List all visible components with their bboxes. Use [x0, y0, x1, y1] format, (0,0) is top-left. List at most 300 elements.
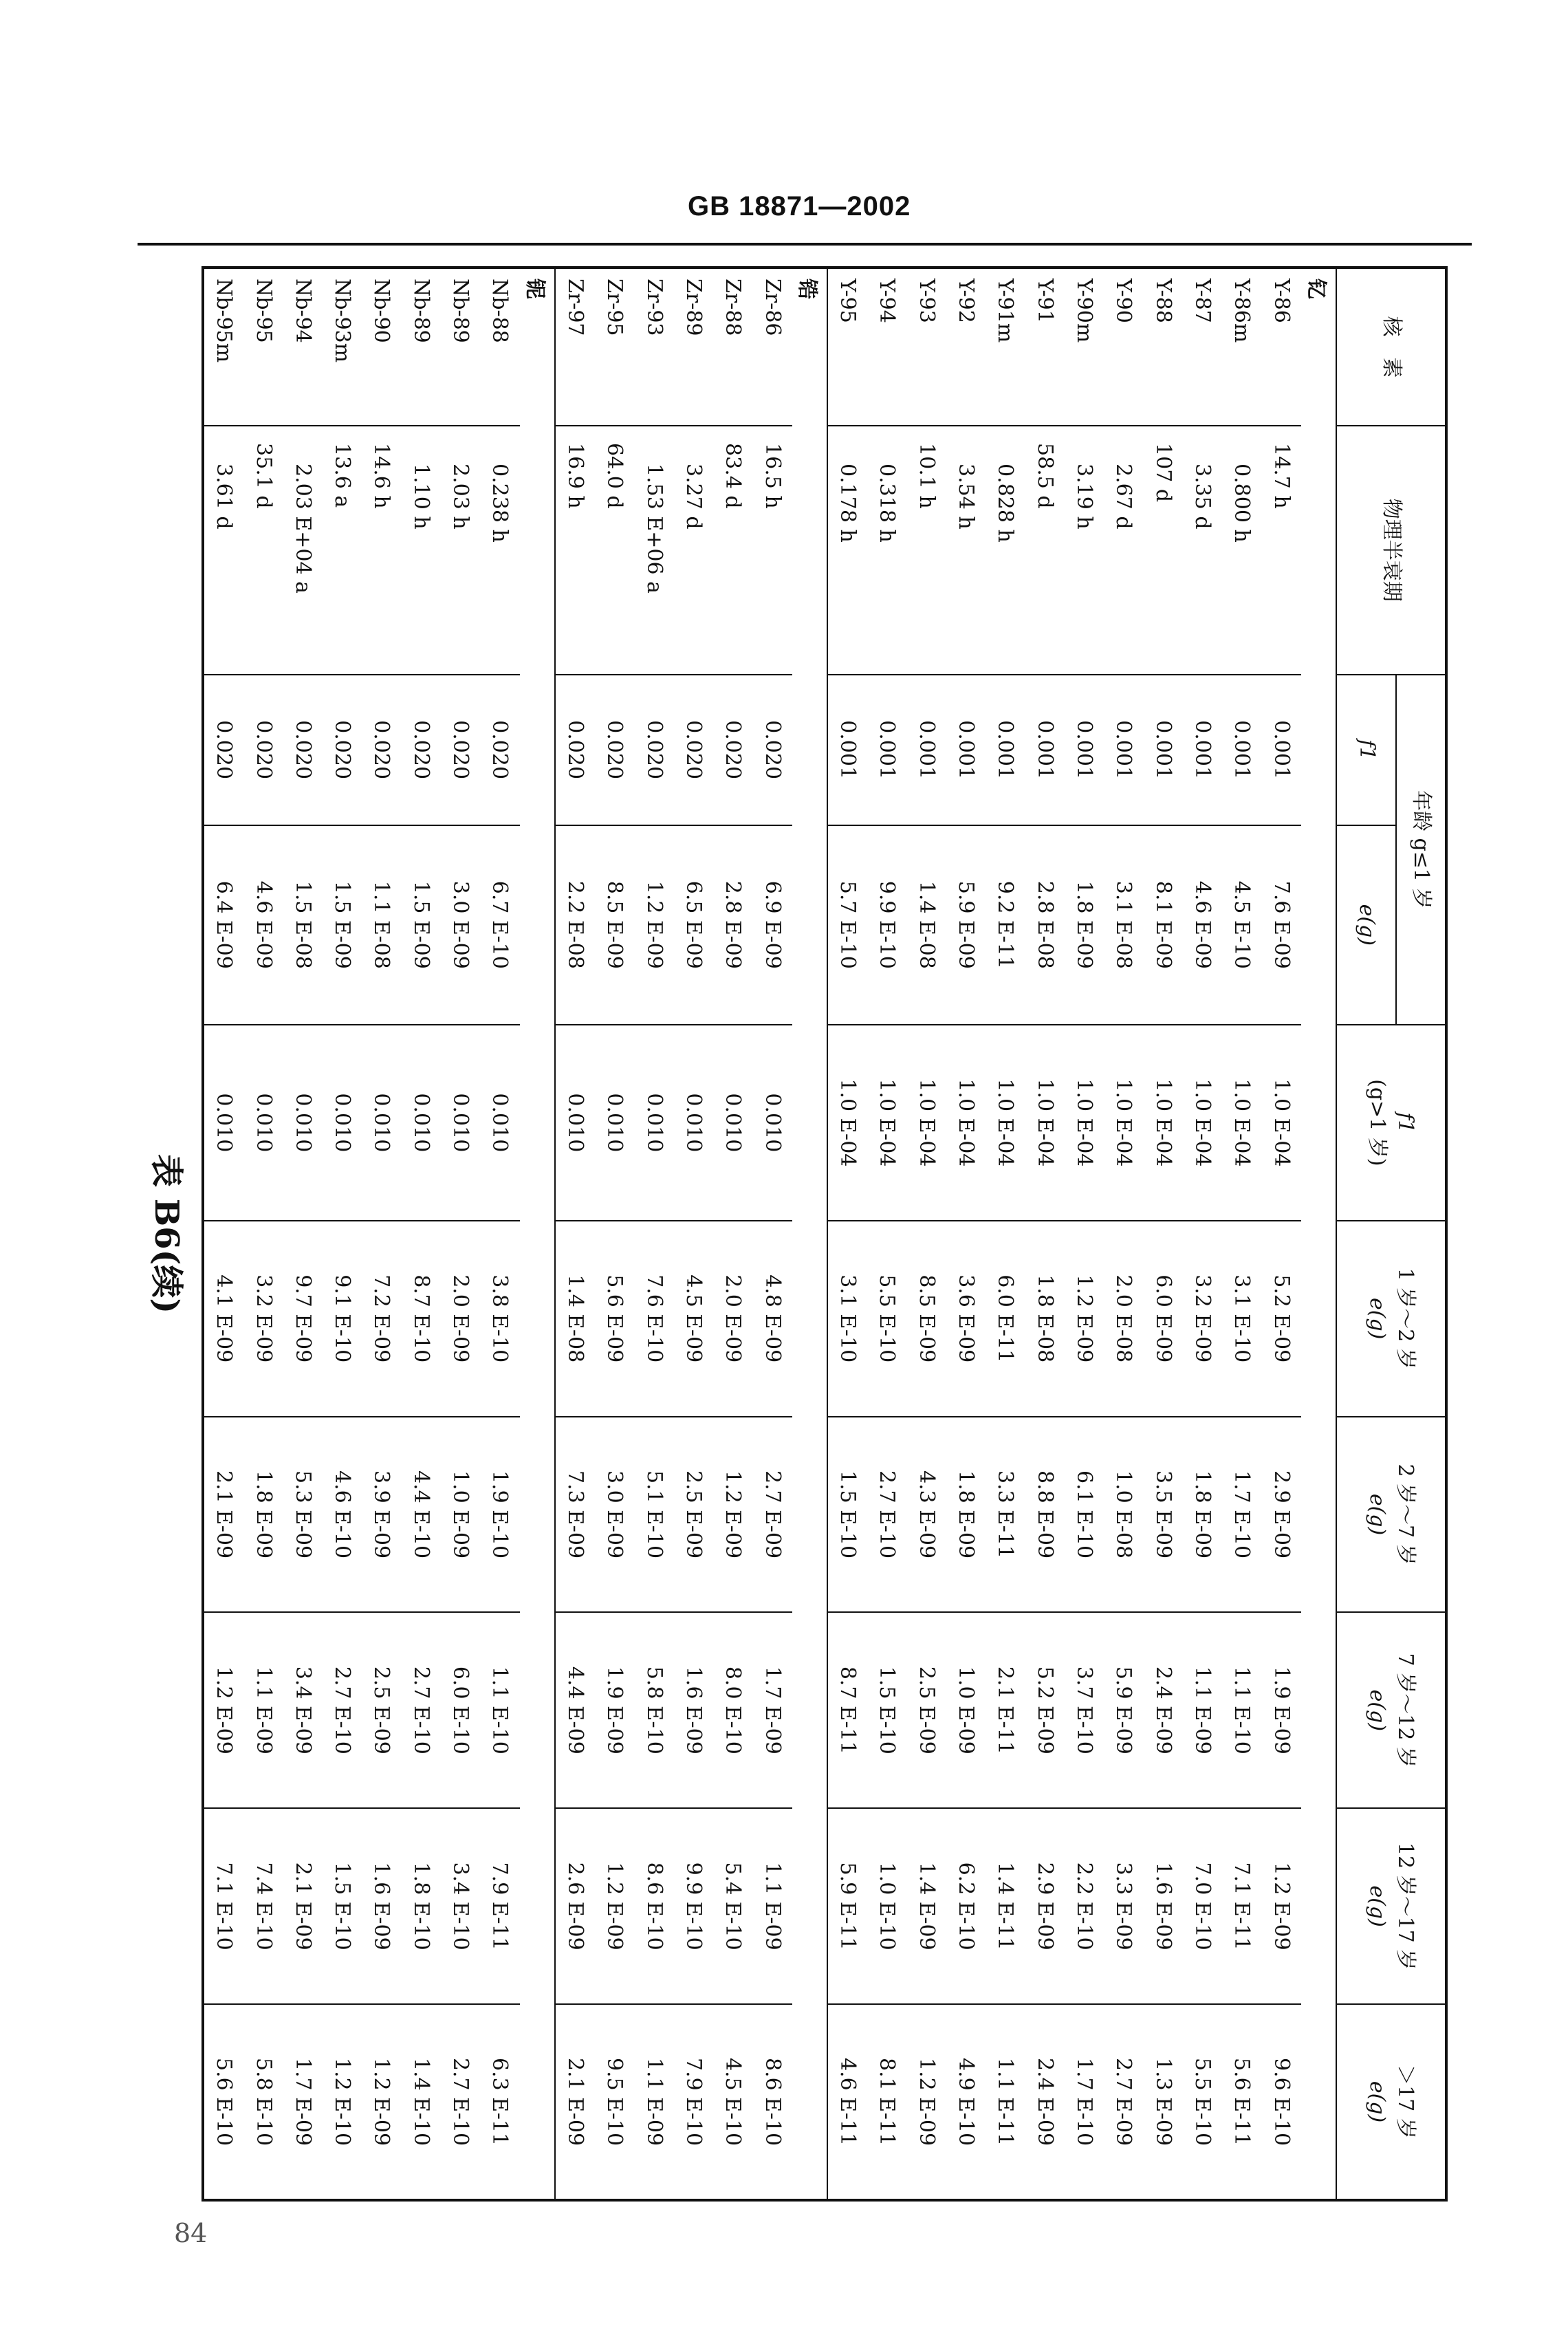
header-nuclide: 核 素 — [1336, 268, 1446, 426]
cell-e-7-12: 2.7 E-10 — [323, 1612, 362, 1808]
cell-e-12-17: 7.1 E-11 — [1222, 1808, 1261, 2004]
cell-e-2-7: 2.7 E-09 — [752, 1417, 792, 1613]
cell-f1-infant: 0.020 — [362, 675, 401, 825]
cell-half-life: 2.03 E+04 a — [283, 426, 323, 675]
cell-f1-infant: 0.020 — [634, 675, 673, 825]
cell-e-12-17: 3.3 E-09 — [1104, 1808, 1143, 2004]
table-row — [634, 268, 673, 2200]
cell-e-2-7: 1.7 E-10 — [1222, 1417, 1261, 1613]
cell-e-12-17: 1.6 E-09 — [362, 1808, 401, 2004]
header-age-2-7-label: 2 岁～7 岁 — [1393, 1464, 1417, 1565]
cell-f1-infant: 0.020 — [752, 675, 792, 825]
cell-f1: 0.010 — [203, 1025, 243, 1221]
cell-e-infant: 8.1 E-09 — [1143, 825, 1182, 1025]
header-f1-over-1 — [1336, 1025, 1446, 1221]
cell-f1: 1.0 E-04 — [827, 1025, 867, 1221]
cell-half-life: 10.1 h — [907, 426, 946, 675]
cell-e-2-7: 1.0 E-08 — [1104, 1417, 1143, 1613]
table-row — [1261, 268, 1300, 2200]
cell-f1-infant: 0.020 — [480, 675, 519, 825]
cell-e-2-7: 3.3 E-11 — [986, 1417, 1025, 1613]
cell-e-adult: 5.5 E-10 — [1183, 2004, 1222, 2200]
cell-f1-infant: 0.001 — [986, 675, 1025, 825]
table-row — [1104, 268, 1143, 2200]
cell-nuclide: Nb-95m — [212, 279, 237, 363]
cell-e-1-2: 8.7 E-10 — [402, 1221, 441, 1417]
cell-e-12-17: 1.1 E-09 — [752, 1808, 792, 2004]
cell-e-12-17: 7.1 E-10 — [203, 1808, 243, 2004]
cell-f1-infant: 0.020 — [283, 675, 323, 825]
cell-half-life: 83.4 d — [713, 426, 752, 675]
cell-e-7-12: 1.7 E-09 — [752, 1612, 792, 1808]
cell-e-adult: 1.1 E-09 — [634, 2004, 673, 2200]
element-group-label: 锆 — [792, 268, 827, 2200]
cell-e-infant: 1.8 E-09 — [1065, 825, 1104, 1025]
cell-e-2-7: 2.1 E-09 — [203, 1417, 243, 1613]
cell-e-12-17: 1.2 E-09 — [1261, 1808, 1300, 2004]
cell-e-7-12: 1.0 E-09 — [946, 1612, 986, 1808]
cell-e-7-12: 1.9 E-09 — [1261, 1612, 1300, 1808]
cell-e-2-7: 1.2 E-09 — [713, 1417, 752, 1613]
cell-e-2-7: 4.6 E-10 — [323, 1417, 362, 1613]
cell-f1-infant: 0.020 — [402, 675, 441, 825]
cell-nuclide: Y-87 — [1190, 279, 1215, 323]
element-group-row — [1301, 268, 1336, 2200]
cell-nuclide: Y-93 — [914, 279, 939, 323]
cell-f1: 0.010 — [713, 1025, 752, 1221]
header-age-1-2 — [1336, 1221, 1446, 1417]
cell-e-12-17: 5.4 E-10 — [713, 1808, 752, 2004]
cell-half-life: 13.6 a — [323, 426, 362, 675]
cell-e-adult: 8.6 E-10 — [752, 2004, 792, 2200]
cell-half-life: 0.178 h — [827, 426, 867, 675]
cell-nuclide: Y-88 — [1151, 279, 1175, 323]
cell-e-1-2: 9.1 E-10 — [323, 1221, 362, 1417]
cell-f1-infant: 0.001 — [1025, 675, 1065, 825]
cell-e-12-17: 2.6 E-09 — [555, 1808, 595, 2004]
cell-e-12-17: 3.4 E-10 — [441, 1808, 480, 2004]
cell-e-infant: 2.8 E-08 — [1025, 825, 1065, 1025]
cell-half-life: 1.10 h — [402, 426, 441, 675]
cell-half-life: 3.35 d — [1183, 426, 1222, 675]
cell-half-life: 0.238 h — [480, 426, 519, 675]
cell-e-2-7: 3.9 E-09 — [362, 1417, 401, 1613]
cell-nuclide: Y-95 — [836, 279, 860, 323]
cell-half-life: 14.6 h — [362, 426, 401, 675]
cell-e-7-12: 2.4 E-09 — [1143, 1612, 1182, 1808]
cell-e-2-7: 2.9 E-09 — [1261, 1417, 1300, 1613]
table-row — [595, 268, 634, 2200]
cell-e-adult: 9.5 E-10 — [595, 2004, 634, 2200]
cell-e-2-7: 8.8 E-09 — [1025, 1417, 1065, 1613]
table-row — [1143, 268, 1182, 2200]
cell-f1: 0.010 — [283, 1025, 323, 1221]
cell-f1: 1.0 E-04 — [946, 1025, 986, 1221]
cell-half-life: 2.67 d — [1104, 426, 1143, 675]
header-infant-e: e(g) — [1336, 825, 1396, 1025]
cell-e-infant: 4.6 E-09 — [1183, 825, 1222, 1025]
element-group-row — [792, 268, 827, 2200]
cell-e-7-12: 3.7 E-10 — [1065, 1612, 1104, 1808]
cell-f1: 0.010 — [634, 1025, 673, 1221]
cell-nuclide: Nb-89 — [448, 279, 473, 343]
cell-nuclide: Zr-93 — [642, 279, 666, 336]
table-row — [713, 268, 752, 2200]
cell-half-life: 3.61 d — [203, 426, 243, 675]
cell-f1: 0.010 — [752, 1025, 792, 1221]
cell-e-2-7: 7.3 E-09 — [555, 1417, 595, 1613]
cell-half-life: 1.53 E+06 a — [634, 426, 673, 675]
header-age-12-17 — [1336, 1808, 1446, 2004]
cell-f1: 0.010 — [674, 1025, 713, 1221]
cell-f1: 0.010 — [480, 1025, 519, 1221]
cell-e-12-17: 1.5 E-10 — [323, 1808, 362, 2004]
header-infant-f1: f1 — [1336, 675, 1396, 825]
cell-e-1-2: 8.5 E-09 — [907, 1221, 946, 1417]
dose-coefficient-table — [202, 266, 1448, 2202]
header-age-over-17-label: ＞17 岁 — [1393, 2065, 1417, 2139]
cell-e-infant: 2.8 E-09 — [713, 825, 752, 1025]
cell-e-adult: 4.6 E-11 — [827, 2004, 867, 2200]
cell-e-infant: 6.9 E-09 — [752, 825, 792, 1025]
table-row — [402, 268, 441, 2200]
cell-e-2-7: 1.0 E-09 — [441, 1417, 480, 1613]
cell-e-infant: 6.4 E-09 — [203, 825, 243, 1025]
header-age-1-2-label: 1 岁～2 岁 — [1393, 1268, 1417, 1369]
cell-nuclide: Y-91 — [1032, 279, 1057, 323]
cell-e-infant: 7.6 E-09 — [1261, 825, 1300, 1025]
cell-f1-infant: 0.001 — [1261, 675, 1300, 825]
cell-e-7-12: 8.7 E-11 — [827, 1612, 867, 1808]
table-row — [867, 268, 906, 2200]
cell-e-adult: 4.9 E-10 — [946, 2004, 986, 2200]
table-row — [441, 268, 480, 2200]
cell-e-1-2: 3.1 E-10 — [1222, 1221, 1261, 1417]
cell-half-life: 3.27 d — [674, 426, 713, 675]
cell-e-infant: 1.1 E-08 — [362, 825, 401, 1025]
cell-e-infant: 1.5 E-09 — [402, 825, 441, 1025]
cell-half-life: 0.318 h — [867, 426, 906, 675]
table-row — [907, 268, 946, 2200]
cell-e-1-2: 1.2 E-09 — [1065, 1221, 1104, 1417]
cell-e-infant: 1.2 E-09 — [634, 825, 673, 1025]
cell-f1: 1.0 E-04 — [867, 1025, 906, 1221]
standard-code-header: GB 18871—2002 — [688, 191, 911, 221]
cell-e-infant: 4.6 E-09 — [243, 825, 283, 1025]
cell-f1: 1.0 E-04 — [1104, 1025, 1143, 1221]
cell-e-12-17: 8.6 E-10 — [634, 1808, 673, 2004]
cell-nuclide: Nb-90 — [369, 279, 394, 343]
cell-e-adult: 5.6 E-10 — [203, 2004, 243, 2200]
cell-e-1-2: 2.0 E-08 — [1104, 1221, 1143, 1417]
table-row — [1025, 268, 1065, 2200]
rotated-table-container — [147, 266, 1448, 2202]
cell-f1-infant: 0.020 — [555, 675, 595, 825]
cell-nuclide: Nb-95 — [251, 279, 276, 343]
cell-e-1-2: 2.0 E-09 — [441, 1221, 480, 1417]
cell-f1-infant: 0.020 — [441, 675, 480, 825]
cell-e-12-17: 5.9 E-11 — [827, 1808, 867, 2004]
header-age-7-12 — [1336, 1612, 1446, 1808]
cell-f1-infant: 0.001 — [827, 675, 867, 825]
cell-e-adult: 1.7 E-10 — [1065, 2004, 1104, 2200]
cell-e-1-2: 5.5 E-10 — [867, 1221, 906, 1417]
cell-f1-infant: 0.020 — [674, 675, 713, 825]
header-age-12-17-label: 12 岁～17 岁 — [1393, 1842, 1417, 1970]
cell-e-infant: 5.7 E-10 — [827, 825, 867, 1025]
cell-e-adult: 5.6 E-11 — [1222, 2004, 1261, 2200]
cell-nuclide: Y-86m — [1230, 279, 1254, 343]
cell-e-infant: 6.5 E-09 — [674, 825, 713, 1025]
cell-f1-infant: 0.020 — [203, 675, 243, 825]
cell-nuclide: Y-86 — [1269, 279, 1294, 323]
page-number: 84 — [174, 2218, 208, 2248]
cell-e-infant: 3.1 E-08 — [1104, 825, 1143, 1025]
cell-half-life: 35.1 d — [243, 426, 283, 675]
cell-e-infant: 5.9 E-09 — [946, 825, 986, 1025]
table-caption: 表 B6(续) — [147, 1153, 186, 1314]
cell-f1: 1.0 E-04 — [1143, 1025, 1182, 1221]
cell-e-adult: 1.1 E-11 — [986, 2004, 1025, 2200]
cell-f1-infant: 0.020 — [323, 675, 362, 825]
header-age-1-2-e: e(g) — [1365, 1298, 1390, 1340]
cell-e-adult: 8.1 E-11 — [867, 2004, 906, 2200]
cell-f1: 1.0 E-04 — [1183, 1025, 1222, 1221]
cell-e-infant: 1.5 E-08 — [283, 825, 323, 1025]
cell-f1: 1.0 E-04 — [1222, 1025, 1261, 1221]
cell-e-adult: 5.8 E-10 — [243, 2004, 283, 2200]
cell-e-2-7: 3.0 E-09 — [595, 1417, 634, 1613]
cell-f1-infant: 0.001 — [867, 675, 906, 825]
cell-e-adult: 2.7 E-09 — [1104, 2004, 1143, 2200]
cell-e-1-2: 4.1 E-09 — [203, 1221, 243, 1417]
header-age-over-17-e: e(g) — [1365, 2080, 1390, 2123]
cell-e-infant: 9.9 E-10 — [867, 825, 906, 1025]
cell-e-7-12: 3.4 E-09 — [283, 1612, 323, 1808]
cell-e-7-12: 1.1 E-10 — [480, 1612, 519, 1808]
cell-nuclide: Y-90 — [1111, 279, 1136, 323]
cell-f1-infant: 0.001 — [907, 675, 946, 825]
cell-f1: 1.0 E-04 — [1025, 1025, 1065, 1221]
cell-e-7-12: 2.5 E-09 — [907, 1612, 946, 1808]
table-row — [283, 268, 323, 2200]
cell-half-life: 58.5 d — [1025, 426, 1065, 675]
cell-e-7-12: 8.0 E-10 — [713, 1612, 752, 1808]
cell-e-7-12: 2.5 E-09 — [362, 1612, 401, 1808]
cell-e-2-7: 6.1 E-10 — [1065, 1417, 1104, 1613]
cell-e-adult: 2.1 E-09 — [555, 2004, 595, 2200]
cell-e-adult: 4.5 E-10 — [713, 2004, 752, 2200]
cell-e-2-7: 1.8 E-09 — [946, 1417, 986, 1613]
cell-f1-infant: 0.001 — [1183, 675, 1222, 825]
cell-e-adult: 2.4 E-09 — [1025, 2004, 1065, 2200]
cell-f1: 1.0 E-04 — [1261, 1025, 1300, 1221]
cell-e-adult: 1.7 E-09 — [283, 2004, 323, 2200]
cell-e-7-12: 4.4 E-09 — [555, 1612, 595, 1808]
table-row — [243, 268, 283, 2200]
cell-half-life: 0.828 h — [986, 426, 1025, 675]
cell-e-12-17: 7.0 E-10 — [1183, 1808, 1222, 2004]
cell-e-1-2: 7.6 E-10 — [634, 1221, 673, 1417]
table-row — [480, 268, 519, 2200]
cell-nuclide: Y-94 — [875, 279, 900, 323]
cell-e-1-2: 1.8 E-08 — [1025, 1221, 1065, 1417]
cell-e-2-7: 4.3 E-09 — [907, 1417, 946, 1613]
cell-nuclide: Nb-89 — [409, 279, 433, 343]
cell-e-2-7: 2.5 E-09 — [674, 1417, 713, 1613]
cell-e-12-17: 2.2 E-10 — [1065, 1808, 1104, 2004]
table-row — [203, 268, 243, 2200]
cell-e-12-17: 1.8 E-10 — [402, 1808, 441, 2004]
cell-e-2-7: 4.4 E-10 — [402, 1417, 441, 1613]
cell-e-1-2: 7.2 E-09 — [362, 1221, 401, 1417]
cell-nuclide: Zr-95 — [602, 279, 627, 336]
cell-e-7-12: 6.0 E-10 — [441, 1612, 480, 1808]
cell-f1-infant: 0.001 — [1143, 675, 1182, 825]
cell-e-12-17: 6.2 E-10 — [946, 1808, 986, 2004]
cell-nuclide: Y-91m — [993, 279, 1018, 343]
table-row — [1222, 268, 1261, 2200]
cell-e-1-2: 4.5 E-09 — [674, 1221, 713, 1417]
table-row — [674, 268, 713, 2200]
cell-f1: 1.0 E-04 — [986, 1025, 1025, 1221]
cell-f1-infant: 0.001 — [1104, 675, 1143, 825]
cell-f1-infant: 0.020 — [595, 675, 634, 825]
cell-half-life: 14.7 h — [1261, 426, 1300, 675]
cell-e-12-17: 1.0 E-10 — [867, 1808, 906, 2004]
cell-f1-infant: 0.001 — [1065, 675, 1104, 825]
cell-half-life: 107 d — [1143, 426, 1182, 675]
header-age-over-17 — [1336, 2004, 1446, 2200]
cell-e-2-7: 1.8 E-09 — [243, 1417, 283, 1613]
cell-e-adult: 1.2 E-09 — [362, 2004, 401, 2200]
cell-half-life: 3.54 h — [946, 426, 986, 675]
header-age-7-12-label: 7 岁～12 岁 — [1393, 1653, 1417, 1768]
cell-e-7-12: 1.9 E-09 — [595, 1612, 634, 1808]
cell-e-1-2: 4.8 E-09 — [752, 1221, 792, 1417]
cell-e-adult: 1.2 E-10 — [323, 2004, 362, 2200]
table-row — [946, 268, 986, 2200]
header-age-7-12-e: e(g) — [1365, 1689, 1390, 1732]
cell-e-2-7: 1.9 E-10 — [480, 1417, 519, 1613]
cell-e-7-12: 1.6 E-09 — [674, 1612, 713, 1808]
header-f1-over-1-symbol: f1 — [1393, 1112, 1417, 1133]
cell-e-adult: 1.2 E-09 — [907, 2004, 946, 2200]
cell-nuclide: Nb-94 — [290, 279, 315, 343]
table-row — [555, 268, 595, 2200]
cell-e-1-2: 3.8 E-10 — [480, 1221, 519, 1417]
cell-f1: 1.0 E-04 — [907, 1025, 946, 1221]
cell-nuclide: Y-90m — [1072, 279, 1097, 343]
cell-half-life: 2.03 h — [441, 426, 480, 675]
cell-half-life: 3.19 h — [1065, 426, 1104, 675]
cell-half-life: 16.5 h — [752, 426, 792, 675]
cell-half-life: 16.9 h — [555, 426, 595, 675]
header-rule — [138, 243, 1472, 246]
cell-e-infant: 1.5 E-09 — [323, 825, 362, 1025]
header-age-12-17-e: e(g) — [1365, 1885, 1390, 1927]
header-f1-over-1-note: (g>1 岁) — [1365, 1079, 1390, 1166]
cell-e-7-12: 1.1 E-10 — [1222, 1612, 1261, 1808]
cell-e-12-17: 1.4 E-11 — [986, 1808, 1025, 2004]
cell-f1-infant: 0.020 — [243, 675, 283, 825]
cell-e-2-7: 1.5 E-10 — [827, 1417, 867, 1613]
cell-f1-infant: 0.020 — [713, 675, 752, 825]
table-body — [203, 268, 1336, 2200]
cell-e-infant: 6.7 E-10 — [480, 825, 519, 1025]
cell-half-life: 64.0 d — [595, 426, 634, 675]
header-age-2-7-e: e(g) — [1365, 1493, 1390, 1536]
cell-e-1-2: 9.7 E-09 — [283, 1221, 323, 1417]
table-row — [362, 268, 401, 2200]
cell-e-1-2: 1.4 E-08 — [555, 1221, 595, 1417]
cell-e-2-7: 5.1 E-10 — [634, 1417, 673, 1613]
cell-nuclide: Zr-97 — [563, 279, 587, 336]
cell-e-2-7: 5.3 E-09 — [283, 1417, 323, 1613]
cell-e-1-2: 6.0 E-09 — [1143, 1221, 1182, 1417]
cell-e-2-7: 3.5 E-09 — [1143, 1417, 1182, 1613]
cell-f1: 1.0 E-04 — [1065, 1025, 1104, 1221]
cell-e-adult: 6.3 E-11 — [480, 2004, 519, 2200]
cell-nuclide: Zr-88 — [721, 279, 745, 336]
table-row — [827, 268, 867, 2200]
cell-nuclide: Zr-86 — [760, 279, 785, 336]
cell-e-7-12: 1.1 E-09 — [1183, 1612, 1222, 1808]
cell-e-12-17: 1.2 E-09 — [595, 1808, 634, 2004]
cell-e-12-17: 7.9 E-11 — [480, 1808, 519, 2004]
table-row — [1183, 268, 1222, 2200]
cell-e-7-12: 1.1 E-09 — [243, 1612, 283, 1808]
cell-f1: 0.010 — [243, 1025, 283, 1221]
cell-e-infant: 8.5 E-09 — [595, 825, 634, 1025]
cell-e-1-2: 3.6 E-09 — [946, 1221, 986, 1417]
table-row — [986, 268, 1025, 2200]
cell-f1: 0.010 — [402, 1025, 441, 1221]
cell-e-adult: 7.9 E-10 — [674, 2004, 713, 2200]
cell-e-1-2: 5.6 E-09 — [595, 1221, 634, 1417]
cell-e-1-2: 3.2 E-09 — [1183, 1221, 1222, 1417]
table-row — [752, 268, 792, 2200]
cell-f1: 0.010 — [441, 1025, 480, 1221]
cell-e-12-17: 2.9 E-09 — [1025, 1808, 1065, 2004]
cell-e-12-17: 1.4 E-09 — [907, 1808, 946, 2004]
cell-f1: 0.010 — [323, 1025, 362, 1221]
cell-f1: 0.010 — [555, 1025, 595, 1221]
cell-e-12-17: 9.9 E-10 — [674, 1808, 713, 2004]
cell-e-12-17: 2.1 E-09 — [283, 1808, 323, 2004]
cell-nuclide: Nb-88 — [488, 279, 512, 343]
cell-e-7-12: 5.9 E-09 — [1104, 1612, 1143, 1808]
table-row — [323, 268, 362, 2200]
cell-e-12-17: 1.6 E-09 — [1143, 1808, 1182, 2004]
element-group-row — [520, 268, 555, 2200]
cell-e-12-17: 7.4 E-10 — [243, 1808, 283, 2004]
cell-e-adult: 1.3 E-09 — [1143, 2004, 1182, 2200]
cell-e-7-12: 1.2 E-09 — [203, 1612, 243, 1808]
cell-e-infant: 2.2 E-08 — [555, 825, 595, 1025]
cell-e-adult: 1.4 E-10 — [402, 2004, 441, 2200]
cell-e-adult: 2.7 E-10 — [441, 2004, 480, 2200]
cell-half-life: 0.800 h — [1222, 426, 1261, 675]
header-infant-group: 年龄 g≤1 岁 — [1396, 675, 1446, 1025]
cell-nuclide: Nb-93m — [330, 279, 355, 363]
cell-nuclide: Y-92 — [954, 279, 979, 323]
cell-e-1-2: 2.0 E-09 — [713, 1221, 752, 1417]
cell-f1: 0.010 — [362, 1025, 401, 1221]
cell-e-2-7: 1.8 E-09 — [1183, 1417, 1222, 1613]
table-header — [1336, 268, 1446, 2200]
cell-f1-infant: 0.001 — [946, 675, 986, 825]
